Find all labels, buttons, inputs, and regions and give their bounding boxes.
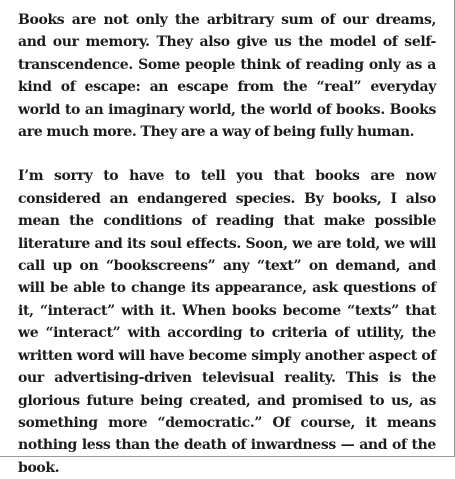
paragraph-1: Books are not only the arbitrary sum of our dreams, and our memory. They also give us the model of self-transcendence. Some people think of reading only as a kind of escape: an escape from the “real” everyday world to an imaginary world, the world of books. Books are much more. They are a way of being fully human. [18, 12, 436, 141]
paragraph-2: I’m sorry to have to tell you that books are now considered an endangered species. By books, I also mean the conditions of reading that make possible literature and its soul effects. Soon, we are told, we will call up on “bookscreens” any “text” on demand, and will be able to change its appearance, ask questions of it, “interact” with it. When books become “texts” that we “interact” with according to criteria of utility, the written word will have become simply another aspect of our advertising-driven televisual reality. This is the glorious future being created, and promised to us, as something more “democratic.” Of course, it means nothing less than the death of inwardness — and of the book. [18, 168, 436, 476]
